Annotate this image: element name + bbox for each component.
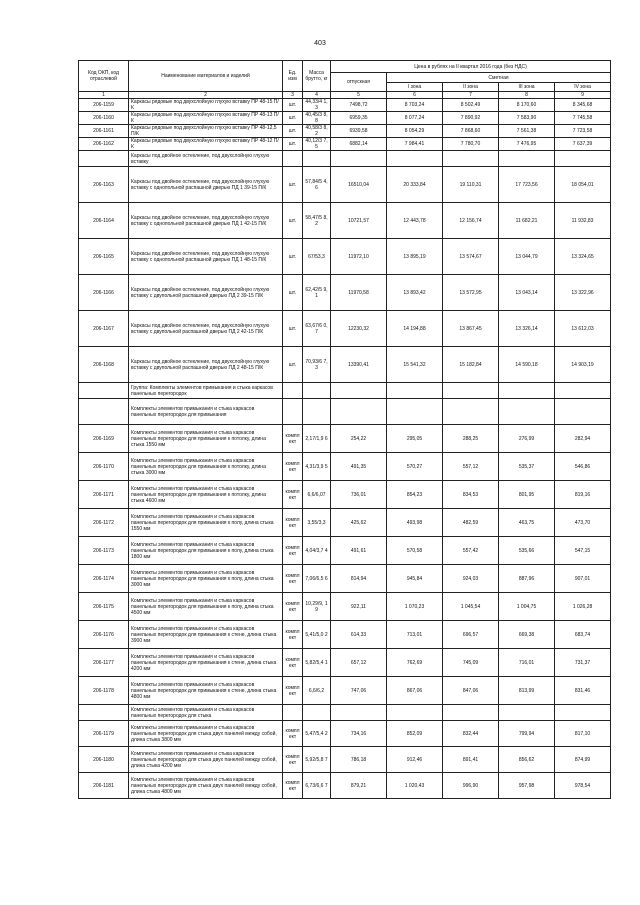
cell-name: Комплекты элементов примыкания и стыка каркасов панельных перегородок для примыкания к потолку, длина стыка 3000 мм	[129, 453, 283, 481]
cell-zone-1-price: 713,01	[387, 621, 443, 649]
cell-name: Комплекты элементов примыкания и стыка каркасов панельных перегородок для примыкания к стене, длина стыка 3900 мм	[129, 621, 283, 649]
cell-zone-3-price: 7 561,38	[499, 125, 555, 138]
cell-zone-1-price: 8 054,29	[387, 125, 443, 138]
cell-zone-4-price: 731,37	[555, 649, 611, 677]
cell-mass: 4,04/3,7 4	[303, 537, 331, 565]
cell-zone-4-price: 7 723,58	[555, 125, 611, 138]
cell-name: Каркасы под двойное остекление, под двухслойную глухую вставку с двупольной распашной дверью ПД 2 39-15 П/К	[129, 275, 283, 311]
empty-cell	[331, 399, 387, 425]
cell-zone-3-price: 13 044,79	[499, 239, 555, 275]
cell-unit: шт.	[283, 347, 303, 383]
cell-mass: 40,45/3 8,8	[303, 112, 331, 125]
cell-unit: компл ект	[283, 721, 303, 747]
cell-zone-4-price: 282,94	[555, 425, 611, 453]
table-row	[79, 239, 611, 275]
cell-release-price: 814,94	[331, 565, 387, 593]
cell-zone-1-price: 14 194,88	[387, 311, 443, 347]
table-row	[79, 125, 611, 138]
cell-code: 206-1181	[79, 773, 129, 799]
header-estimate: Сметная	[387, 73, 611, 83]
group-row	[79, 705, 611, 721]
table-row	[79, 138, 611, 151]
cell-zone-1-price: 295,05	[387, 425, 443, 453]
cell-name: Каркасы рядовые под двухслойную глухую вставку ПР 48-13 П/К	[129, 112, 283, 125]
cell-zone-1-price: 12 443,78	[387, 203, 443, 239]
header-name: Наименование материалов и изделий	[129, 61, 283, 92]
cell-zone-2-price: 19 110,31	[443, 167, 499, 203]
cell-code: 206-1163	[79, 167, 129, 203]
empty-cell	[331, 705, 387, 721]
cell-release-price: 786,18	[331, 747, 387, 773]
group-code-cell	[79, 151, 129, 167]
empty-cell	[303, 383, 331, 399]
col-number: 8	[499, 92, 555, 99]
cell-code: 206-1160	[79, 112, 129, 125]
cell-name: Комплекты элементов примыкания и стыка каркасов панельных перегородок для стыка двух панелей между собой, длина стыка 3800 мм	[129, 721, 283, 747]
empty-cell	[283, 399, 303, 425]
empty-cell	[331, 151, 387, 167]
cell-release-price: 614,33	[331, 621, 387, 649]
cell-release-price: 11972,10	[331, 239, 387, 275]
cell-zone-3-price: 801,95	[499, 481, 555, 509]
cell-zone-4-price: 978,54	[555, 773, 611, 799]
cell-name: Комплекты элементов примыкания и стыка каркасов панельных перегородок для примыкания к стене, длина стыка 4200 мм	[129, 649, 283, 677]
cell-release-price: 12230,32	[331, 311, 387, 347]
cell-code: 206-1175	[79, 593, 129, 621]
cell-zone-4-price: 819,16	[555, 481, 611, 509]
cell-zone-2-price: 7 780,70	[443, 138, 499, 151]
header-zone-2: II зона	[443, 83, 499, 92]
cell-zone-3-price: 669,38	[499, 621, 555, 649]
table-row	[79, 565, 611, 593]
cell-name: Комплекты элементов примыкания и стыка каркасов панельных перегородок для примыкания к полу, длина стыка 1550 мм	[129, 509, 283, 537]
table-row	[79, 509, 611, 537]
cell-zone-1-price: 1 070,23	[387, 593, 443, 621]
cell-unit: компл ект	[283, 621, 303, 649]
table-row	[79, 649, 611, 677]
cell-mass: 5,82/5,4 1	[303, 649, 331, 677]
page-number: 403	[314, 40, 326, 47]
col-number: 2	[129, 92, 283, 99]
table-row	[79, 721, 611, 747]
cell-code: 206-1173	[79, 537, 129, 565]
cell-name: Каркасы под двойное остекление, под двухслойную глухую вставку с однопольной распашной дверью ПД 1 39-15 П/К	[129, 167, 283, 203]
table-row	[79, 425, 611, 453]
cell-zone-4-price: 11 932,83	[555, 203, 611, 239]
group-title: Комплекты элементов примыкания и стыка каркасов панельных перегородок для примыкания	[129, 399, 283, 425]
cell-release-price: 6882,14	[331, 138, 387, 151]
empty-cell	[499, 383, 555, 399]
cell-name: Каркасы рядовые под двухслойную глухую вставку ПР 48-12 П/К	[129, 138, 283, 151]
cell-release-price: 879,21	[331, 773, 387, 799]
table-header	[79, 61, 611, 99]
cell-mass: 6,73/6,6 7	[303, 773, 331, 799]
cell-zone-2-price: 557,12	[443, 453, 499, 481]
cell-mass: 6,6/6,2	[303, 677, 331, 705]
col-number: 3	[283, 92, 303, 99]
cell-release-price: 922,11	[331, 593, 387, 621]
cell-unit: компл ект	[283, 537, 303, 565]
group-row	[79, 383, 611, 399]
cell-unit: компл ект	[283, 773, 303, 799]
empty-cell	[555, 383, 611, 399]
empty-cell	[303, 705, 331, 721]
cell-zone-3-price: 7 583,90	[499, 112, 555, 125]
cell-release-price: 491,61	[331, 537, 387, 565]
table-row	[79, 537, 611, 565]
cell-zone-3-price: 887,96	[499, 565, 555, 593]
cell-zone-3-price: 17 723,56	[499, 167, 555, 203]
header-code: Код ОКП, код отраслевой	[79, 61, 129, 92]
cell-name: Каркасы под двойное остекление, под двухслойную глухую вставку с двупольной распашной дверью ПД 2 48-15 П/К	[129, 347, 283, 383]
cell-code: 206-1172	[79, 509, 129, 537]
cell-zone-4-price: 683,74	[555, 621, 611, 649]
cell-zone-4-price: 874,99	[555, 747, 611, 773]
cell-code: 206-1161	[79, 125, 129, 138]
cell-zone-2-price: 1 045,54	[443, 593, 499, 621]
empty-cell	[387, 151, 443, 167]
group-title: Группа: Комплекты элементов примыкания и стыка каркасов панельных перегородок	[129, 383, 283, 399]
cell-name: Комплекты элементов примыкания и стыка каркасов панельных перегородок для стыка двух панелей между собой, длина стыка 4800 мм	[129, 773, 283, 799]
empty-cell	[303, 399, 331, 425]
cell-zone-2-price: 745,09	[443, 649, 499, 677]
cell-zone-4-price: 907,01	[555, 565, 611, 593]
cell-release-price: 736,01	[331, 481, 387, 509]
cell-zone-4-price: 817,10	[555, 721, 611, 747]
col-number: 6	[387, 92, 443, 99]
cell-zone-1-price: 7 984,41	[387, 138, 443, 151]
cell-zone-3-price: 276,99	[499, 425, 555, 453]
empty-cell	[331, 383, 387, 399]
cell-zone-1-price: 854,23	[387, 481, 443, 509]
cell-code: 206-1176	[79, 621, 129, 649]
cell-code: 206-1170	[79, 453, 129, 481]
cell-mass: 3,55/3,3	[303, 509, 331, 537]
cell-name: Комплекты элементов примыкания и стыка каркасов панельных перегородок для примыкания к потолку, длина стыка 4600 мм	[129, 481, 283, 509]
empty-cell	[499, 399, 555, 425]
empty-cell	[387, 383, 443, 399]
cell-zone-3-price: 13 326,14	[499, 311, 555, 347]
cell-code: 206-1167	[79, 311, 129, 347]
cell-zone-3-price: 11 682,21	[499, 203, 555, 239]
cell-mass: 44,33/4 1,3	[303, 99, 331, 112]
cell-zone-4-price: 546,86	[555, 453, 611, 481]
empty-cell	[283, 383, 303, 399]
group-row	[79, 151, 611, 167]
table-row	[79, 677, 611, 705]
header-unit: Ед. изм	[283, 61, 303, 92]
empty-cell	[555, 705, 611, 721]
col-number: 7	[443, 92, 499, 99]
empty-cell	[555, 399, 611, 425]
cell-release-price: 7498,72	[331, 99, 387, 112]
cell-zone-3-price: 957,98	[499, 773, 555, 799]
cell-unit: компл ект	[283, 677, 303, 705]
cell-unit: компл ект	[283, 747, 303, 773]
empty-cell	[387, 705, 443, 721]
cell-release-price: 10721,57	[331, 203, 387, 239]
cell-mass: 2,17/1,9 6	[303, 425, 331, 453]
cell-code: 206-1168	[79, 347, 129, 383]
header-mass: Масса брутто, кг	[303, 61, 331, 92]
table-row	[79, 167, 611, 203]
empty-cell	[555, 151, 611, 167]
cell-zone-2-price: 8 502,49	[443, 99, 499, 112]
cell-mass: 67/53,3	[303, 239, 331, 275]
empty-cell	[443, 705, 499, 721]
empty-cell	[387, 399, 443, 425]
table-row	[79, 481, 611, 509]
cell-unit: компл ект	[283, 509, 303, 537]
cell-name: Комплекты элементов примыкания и стыка каркасов панельных перегородок для примыкания к полу, длина стыка 3000 мм	[129, 565, 283, 593]
cell-zone-1-price: 20 333,84	[387, 167, 443, 203]
cell-zone-2-price: 924,03	[443, 565, 499, 593]
cell-name: Комплекты элементов примыкания и стыка каркасов панельных перегородок для примыкания к потолку, длина стыка 1550 мм	[129, 425, 283, 453]
cell-zone-2-price: 12 156,74	[443, 203, 499, 239]
cell-unit: шт.	[283, 311, 303, 347]
cell-name: Каркасы под двойное остекление, под двухслойную глухую вставку с однопольной распашной дверью ПД 1 48-15 П/К	[129, 239, 283, 275]
cell-unit: шт.	[283, 125, 303, 138]
cell-release-price: 747,06	[331, 677, 387, 705]
cell-zone-4-price: 14 903,19	[555, 347, 611, 383]
price-table	[78, 60, 611, 799]
col-number: 4	[303, 92, 331, 99]
cell-zone-4-price: 8 345,68	[555, 99, 611, 112]
group-title: Каркасы под двойное остекление, под двухслойную глухую вставку	[129, 151, 283, 167]
empty-cell	[499, 705, 555, 721]
cell-zone-4-price: 13 612,03	[555, 311, 611, 347]
empty-cell	[283, 705, 303, 721]
table-row	[79, 773, 611, 799]
cell-zone-3-price: 13 043,14	[499, 275, 555, 311]
cell-zone-2-price: 996,90	[443, 773, 499, 799]
table-row	[79, 747, 611, 773]
cell-release-price: 11970,58	[331, 275, 387, 311]
cell-zone-3-price: 856,62	[499, 747, 555, 773]
table-body	[79, 99, 611, 799]
cell-mass: 5,41/5,0 2	[303, 621, 331, 649]
table-row	[79, 311, 611, 347]
group-code-cell	[79, 705, 129, 721]
cell-mass: 5,92/5,8 7	[303, 747, 331, 773]
cell-zone-2-price: 15 182,84	[443, 347, 499, 383]
cell-zone-2-price: 482,59	[443, 509, 499, 537]
cell-zone-3-price: 14 590,18	[499, 347, 555, 383]
cell-unit: компл ект	[283, 481, 303, 509]
cell-release-price: 6959,35	[331, 112, 387, 125]
cell-zone-1-price: 15 541,32	[387, 347, 443, 383]
cell-code: 206-1166	[79, 275, 129, 311]
header-price-group: Цена в рублях на II квартал 2016 года (без НДС)	[331, 61, 611, 73]
cell-unit: шт.	[283, 203, 303, 239]
table-row	[79, 453, 611, 481]
header-zone-3: III зона	[499, 83, 555, 92]
cell-zone-3-price: 463,75	[499, 509, 555, 537]
table-row	[79, 99, 611, 112]
col-number: 1	[79, 92, 129, 99]
cell-zone-2-price: 13 574,67	[443, 239, 499, 275]
cell-code: 206-1165	[79, 239, 129, 275]
cell-zone-1-price: 13 893,42	[387, 275, 443, 311]
group-code-cell	[79, 383, 129, 399]
cell-zone-3-price: 8 170,60	[499, 99, 555, 112]
cell-mass: 57,84/5 4,6	[303, 167, 331, 203]
cell-name: Каркасы рядовые под двухслойную глухую вставку ПР 48-15 П/К	[129, 99, 283, 112]
cell-code: 206-1177	[79, 649, 129, 677]
cell-code: 206-1174	[79, 565, 129, 593]
cell-release-price: 6939,58	[331, 125, 387, 138]
cell-unit: компл ект	[283, 453, 303, 481]
cell-zone-3-price: 716,01	[499, 649, 555, 677]
cell-code: 206-1164	[79, 203, 129, 239]
col-number: 9	[555, 92, 611, 99]
cell-mass: 7,06/6,5 6	[303, 565, 331, 593]
cell-release-price: 657,12	[331, 649, 387, 677]
cell-name: Комплекты элементов примыкания и стыка каркасов панельных перегородок для примыкания к полу, длина стыка 4500 мм	[129, 593, 283, 621]
cell-unit: компл ект	[283, 593, 303, 621]
cell-name: Каркасы под двойное остекление, под двухслойную глухую вставку с двупольной распашной дверью ПД 2 42-15 П/К	[129, 311, 283, 347]
table-row	[79, 203, 611, 239]
cell-zone-1-price: 570,58	[387, 537, 443, 565]
cell-unit: шт.	[283, 167, 303, 203]
cell-release-price: 425,62	[331, 509, 387, 537]
cell-zone-4-price: 7 637,39	[555, 138, 611, 151]
header-zone-4: IV зона	[555, 83, 611, 92]
cell-name: Комплекты элементов примыкания и стыка каркасов панельных перегородок для примыкания к стене, длина стыка 4800 мм	[129, 677, 283, 705]
cell-unit: шт.	[283, 99, 303, 112]
cell-zone-2-price: 13 867,45	[443, 311, 499, 347]
cell-zone-3-price: 535,37	[499, 453, 555, 481]
cell-zone-2-price: 13 572,95	[443, 275, 499, 311]
cell-unit: компл ект	[283, 565, 303, 593]
cell-zone-1-price: 852,09	[387, 721, 443, 747]
cell-zone-2-price: 832,44	[443, 721, 499, 747]
cell-zone-3-price: 813,99	[499, 677, 555, 705]
cell-zone-1-price: 945,84	[387, 565, 443, 593]
cell-zone-4-price: 13 324,65	[555, 239, 611, 275]
table-row	[79, 112, 611, 125]
cell-unit: компл ект	[283, 649, 303, 677]
group-row	[79, 399, 611, 425]
cell-zone-2-price: 288,25	[443, 425, 499, 453]
cell-mass: 40,12/3 7,5	[303, 138, 331, 151]
cell-code: 206-1162	[79, 138, 129, 151]
header-zone-1: I зона	[387, 83, 443, 92]
empty-cell	[303, 151, 331, 167]
cell-mass: 40,58/3 8,2	[303, 125, 331, 138]
cell-name: Каркасы под двойное остекление, под двухслойную глухую вставку с однопольной распашной дверью ПД 1 42-15 П/К	[129, 203, 283, 239]
cell-release-price: 13390,41	[331, 347, 387, 383]
cell-mass: 63,67/6 0,7	[303, 311, 331, 347]
cell-zone-1-price: 8 077,24	[387, 112, 443, 125]
cell-zone-1-price: 13 895,19	[387, 239, 443, 275]
cell-zone-2-price: 696,57	[443, 621, 499, 649]
cell-name: Комплекты элементов примыкания и стыка каркасов панельных перегородок для стыка двух панелей между собой, длина стыка 4200 мм	[129, 747, 283, 773]
cell-code: 206-1180	[79, 747, 129, 773]
cell-zone-3-price: 1 004,75	[499, 593, 555, 621]
cell-zone-1-price: 493,98	[387, 509, 443, 537]
cell-mass: 4,31/3,9 5	[303, 453, 331, 481]
cell-zone-1-price: 912,46	[387, 747, 443, 773]
cell-mass: 70,93/6 7,3	[303, 347, 331, 383]
cell-code: 206-1179	[79, 721, 129, 747]
cell-zone-4-price: 1 026,28	[555, 593, 611, 621]
cell-release-price: 491,35	[331, 453, 387, 481]
empty-cell	[499, 151, 555, 167]
cell-unit: шт.	[283, 112, 303, 125]
cell-zone-4-price: 473,70	[555, 509, 611, 537]
empty-cell	[443, 399, 499, 425]
cell-unit: шт.	[283, 239, 303, 275]
cell-release-price: 734,16	[331, 721, 387, 747]
header-release: отпускная	[331, 73, 387, 92]
cell-zone-4-price: 13 322,96	[555, 275, 611, 311]
cell-zone-3-price: 799,94	[499, 721, 555, 747]
empty-cell	[283, 151, 303, 167]
cell-zone-4-price: 547,15	[555, 537, 611, 565]
cell-unit: компл ект	[283, 425, 303, 453]
cell-zone-2-price: 557,42	[443, 537, 499, 565]
cell-release-price: 254,22	[331, 425, 387, 453]
cell-zone-4-price: 7 745,58	[555, 112, 611, 125]
cell-zone-2-price: 847,06	[443, 677, 499, 705]
cell-zone-2-price: 7 890,92	[443, 112, 499, 125]
cell-release-price: 16510,04	[331, 167, 387, 203]
cell-zone-1-price: 8 703,24	[387, 99, 443, 112]
group-title: Комплекты элементов примыкания и стыка каркасов панельных перегородок для стыка	[129, 705, 283, 721]
cell-zone-4-price: 831,46	[555, 677, 611, 705]
cell-zone-3-price: 7 476,95	[499, 138, 555, 151]
cell-zone-1-price: 762,69	[387, 649, 443, 677]
cell-unit: шт.	[283, 275, 303, 311]
cell-unit: шт.	[283, 138, 303, 151]
cell-name: Каркасы рядовые под двухслойную глухую вставку ПР 48-12,5 П/К	[129, 125, 283, 138]
empty-cell	[443, 151, 499, 167]
table-row	[79, 275, 611, 311]
cell-mass: 6,6/6,07	[303, 481, 331, 509]
table-row	[79, 593, 611, 621]
table-row	[79, 621, 611, 649]
table-row	[79, 347, 611, 383]
cell-mass: 58,47/5 8,2	[303, 203, 331, 239]
col-number: 5	[331, 92, 387, 99]
empty-cell	[443, 383, 499, 399]
cell-name: Комплекты элементов примыкания и стыка каркасов панельных перегородок для примыкания к полу, длина стыка 1800 мм	[129, 537, 283, 565]
cell-code: 206-1178	[79, 677, 129, 705]
cell-code: 206-1159	[79, 99, 129, 112]
cell-mass: 62,42/5 9,1	[303, 275, 331, 311]
cell-zone-2-price: 891,41	[443, 747, 499, 773]
cell-code: 206-1169	[79, 425, 129, 453]
group-code-cell	[79, 399, 129, 425]
cell-zone-1-price: 867,06	[387, 677, 443, 705]
cell-code: 206-1171	[79, 481, 129, 509]
cell-zone-3-price: 535,66	[499, 537, 555, 565]
cell-zone-4-price: 18 054,01	[555, 167, 611, 203]
cell-mass: 10,29/9, 19	[303, 593, 331, 621]
cell-zone-2-price: 7 868,60	[443, 125, 499, 138]
cell-mass: 5,47/5,4 2	[303, 721, 331, 747]
cell-zone-1-price: 570,27	[387, 453, 443, 481]
cell-zone-2-price: 834,53	[443, 481, 499, 509]
cell-zone-1-price: 1 020,43	[387, 773, 443, 799]
